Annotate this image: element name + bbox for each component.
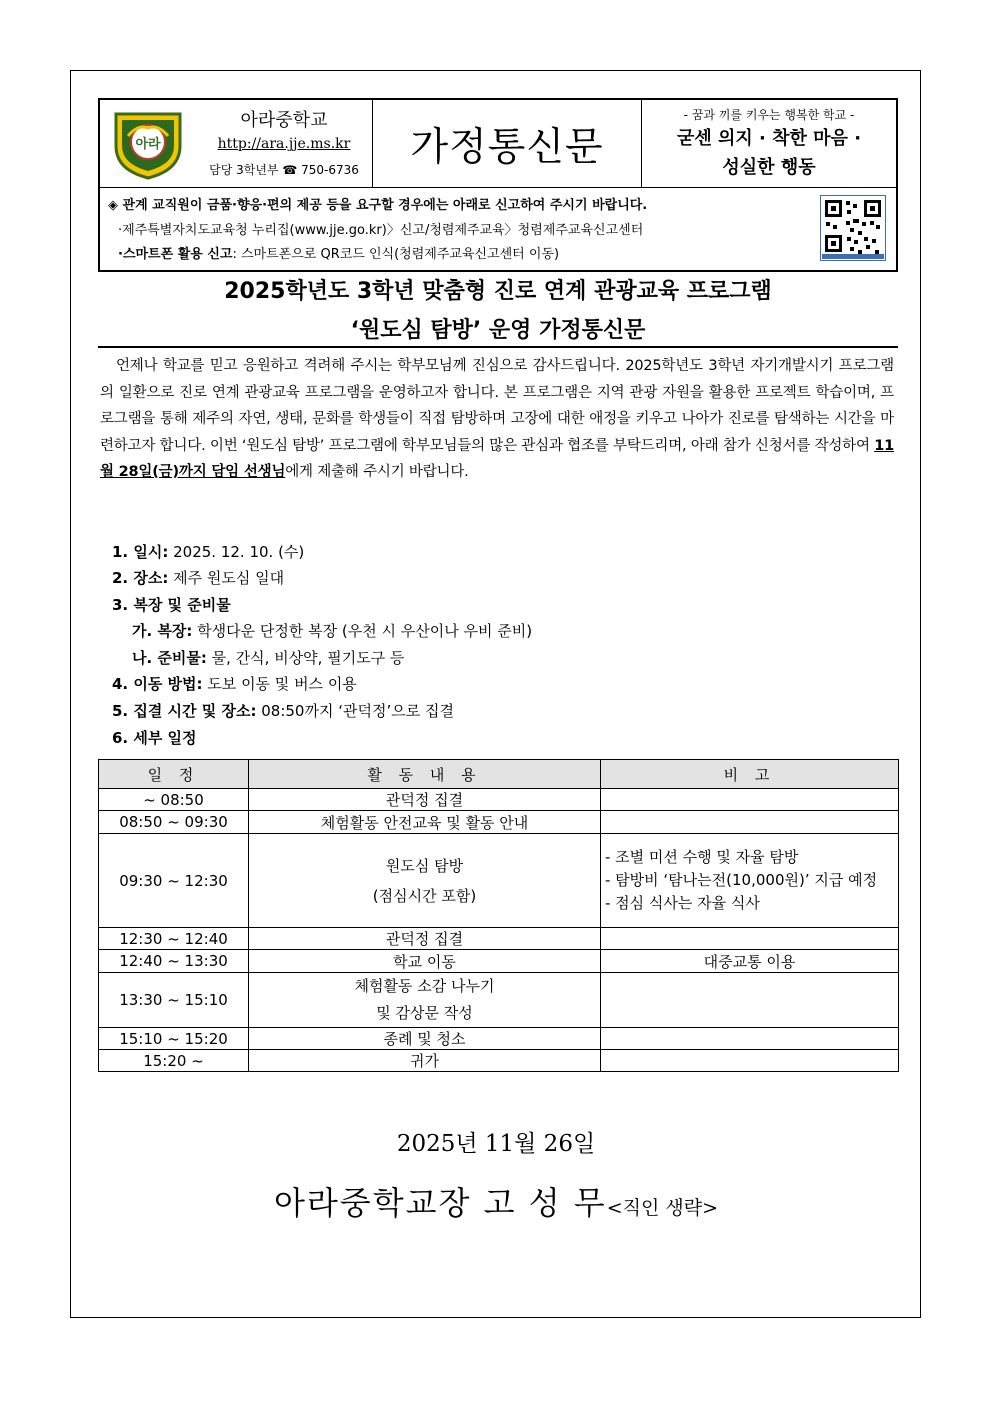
schedule-note <box>601 834 899 928</box>
schedule-time: 15:10 ~ 15:20 <box>99 1028 249 1050</box>
title-divider <box>98 346 898 348</box>
note-line: - 탐방비 ‘탐나는전(10,000원)’ 지급 예정 <box>605 871 878 889</box>
schedule-time: ~ 08:50 <box>99 789 249 811</box>
item-date-value: 2025. 12. 10. (수) <box>168 543 305 561</box>
item-date-label: 1. 일시: <box>112 543 169 561</box>
item-date <box>112 541 304 562</box>
schedule-time: 12:30 ~ 12:40 <box>99 928 249 950</box>
newsletter-title: 가정통신문 <box>410 124 604 170</box>
deadline-emphasis: 11월 28일(금)까지 담임 선생님 <box>100 437 894 480</box>
report-notice <box>100 188 896 270</box>
schedule-time: 15:20 ~ <box>99 1050 249 1072</box>
qr-code-icon[interactable] <box>820 195 886 261</box>
letterhead-top <box>100 100 896 188</box>
schedule-table <box>98 759 899 1072</box>
item-transport <box>112 673 357 694</box>
motto-tagline: - 꿈과 끼를 키우는 행복한 학교 - <box>683 108 855 122</box>
school-contact: 담당 3학년부 ☎ 750-6736 <box>209 163 359 177</box>
table-row <box>99 950 899 973</box>
schedule-note <box>601 928 899 950</box>
school-name: 아라중학교 <box>240 110 328 131</box>
seal-omitted-note: <직인 생략> <box>606 1197 719 1219</box>
item-attire-clothes-label: 가. 복장: <box>132 622 193 640</box>
schedule-activity <box>249 834 601 928</box>
report-smartphone-text: : 스마트폰으로 QR코드 인식(청렴제주교육신고센터 이동) <box>232 247 560 262</box>
table-row <box>99 789 899 811</box>
intro-text-end: 에게 제출해 주시기 바랍니다. <box>285 464 469 480</box>
schedule-activity-line-1: 체험활동 소감 나누기 <box>354 977 495 995</box>
title-cell <box>373 100 642 187</box>
item-meeting <box>112 700 454 721</box>
item-supplies-value: 물, 간식, 비상약, 필기도구 등 <box>206 649 405 667</box>
schedule-activity-line-2: (점심시간 포함) <box>372 886 477 905</box>
table-row <box>99 834 899 928</box>
schedule-note <box>601 1050 899 1072</box>
item-schedule <box>112 727 197 748</box>
table-row <box>99 1050 899 1072</box>
item-place <box>112 567 284 588</box>
note-line: - 점심 식사는 자율 식사 <box>605 894 760 912</box>
principal-name: 아라중학교장 고 성 무 <box>273 1184 607 1222</box>
document-title-line-2: ‘원도심 탐방’ 운영 가정통신문 <box>350 318 646 343</box>
schedule-activity <box>249 973 601 1028</box>
schedule-time: 13:30 ~ 15:10 <box>99 973 249 1028</box>
schedule-activity: 학교 이동 <box>249 950 601 973</box>
schedule-note: 대중교통 이용 <box>601 950 899 973</box>
schedule-activity-line-2: 및 감상문 작성 <box>376 1004 473 1022</box>
motto-line-1: 굳센 의지 · 착한 마음 · <box>676 128 862 149</box>
school-logo-icon <box>108 106 188 180</box>
motto-cell <box>642 100 896 187</box>
item-attire <box>112 594 231 615</box>
item-transport-value: 도보 이동 및 버스 이용 <box>202 675 357 693</box>
table-row <box>99 928 899 950</box>
item-place-value: 제주 원도심 일대 <box>168 569 285 587</box>
intro-paragraph <box>100 353 894 486</box>
item-transport-label: 4. 이동 방법: <box>112 675 203 693</box>
intro-text: 언제나 학교를 믿고 응원하고 격려해 주시는 학부모님께 진심으로 감사드립니다. 2025학년도 3학년 자기개발시기 프로그램의 일환으로 진로 연계 관광교육 프로그램을 운영하고자 합니다. 본 프로그램은 지역 관광 자원을 활용한 프로젝트 학습이며, 프로그램을 통해 제주의 자연, 생태, 문화를 학생들이 직접 탐방하며 고장에 대한 애정을 키우고 나아가 진로를 탐색하는 시간을 마련하고자 합니다. 이번 ‘원도심 탐방’ 프로그램에 학부모님들의 많은 관심과 협조를 부탁드리며, 아래 참가 신청서를 작성하여 <box>100 358 894 454</box>
motto-line-2: 성실한 행동 <box>722 157 816 178</box>
schedule-activity: 관덕정 집결 <box>249 789 601 811</box>
table-row <box>99 1028 899 1050</box>
schedule-time: 12:40 ~ 13:30 <box>99 950 249 973</box>
schedule-header-row <box>99 760 899 789</box>
issue-date: 2025년 11월 26일 <box>396 1131 596 1157</box>
item-place-label: 2. 장소: <box>112 569 169 587</box>
table-row <box>99 973 899 1028</box>
report-smartphone-label: ·스마트폰 활용 신고 <box>118 247 233 262</box>
school-info <box>100 100 373 187</box>
report-notice-heading: ◈ 관계 교직원이 금품·향응·편의 제공 등을 요구할 경우에는 아래로 신고하여 주시기 바랍니다. <box>108 198 648 213</box>
header-time: 일 정 <box>99 760 249 789</box>
schedule-activity: 체험활동 안전교육 및 활동 안내 <box>249 811 601 834</box>
report-smartphone <box>118 243 559 262</box>
principal-signature <box>0 1178 992 1224</box>
schedule-note <box>601 973 899 1028</box>
school-url-link[interactable]: http://ara.jje.ms.kr <box>217 136 351 152</box>
table-row <box>99 811 899 834</box>
item-supplies-label: 나. 준비물: <box>132 649 207 667</box>
schedule-time: 08:50 ~ 09:30 <box>99 811 249 834</box>
schedule-note <box>601 811 899 834</box>
item-supplies <box>132 647 404 668</box>
schedule-note <box>601 1028 899 1050</box>
schedule-activity: 관덕정 집결 <box>249 928 601 950</box>
item-meeting-label: 5. 집결 시간 및 장소: <box>112 702 257 720</box>
logo-text: 아라 <box>135 137 161 152</box>
letterhead <box>98 98 898 272</box>
item-attire-clothes-value: 학생다운 단정한 복장 (우천 시 우산이나 우비 준비) <box>192 622 533 640</box>
schedule-activity-line-1: 원도심 탐방 <box>385 856 464 875</box>
item-meeting-value: 08:50까지 ‘관덕정’으로 집결 <box>256 702 454 720</box>
schedule-note <box>601 789 899 811</box>
document-title-line-1: 2025학년도 3학년 맞춤형 진로 연계 관광교육 프로그램 <box>224 279 772 304</box>
item-attire-label: 3. 복장 및 준비물 <box>112 596 231 614</box>
header-note: 비 고 <box>601 760 899 789</box>
report-website-path: ·제주특별자치도교육청 누리집(www.jje.go.kr)〉신고/청렴제주교육〉청렴제주교육신고센터 <box>118 223 644 238</box>
item-schedule-label: 6. 세부 일정 <box>112 729 197 747</box>
note-line: - 조별 미션 수행 및 자율 탐방 <box>605 848 799 866</box>
item-attire-clothes <box>132 620 532 641</box>
header-activity: 활 동 내 용 <box>249 760 601 789</box>
schedule-activity: 귀가 <box>249 1050 601 1072</box>
schedule-activity: 종례 및 청소 <box>249 1028 601 1050</box>
schedule-time: 09:30 ~ 12:30 <box>99 834 249 928</box>
